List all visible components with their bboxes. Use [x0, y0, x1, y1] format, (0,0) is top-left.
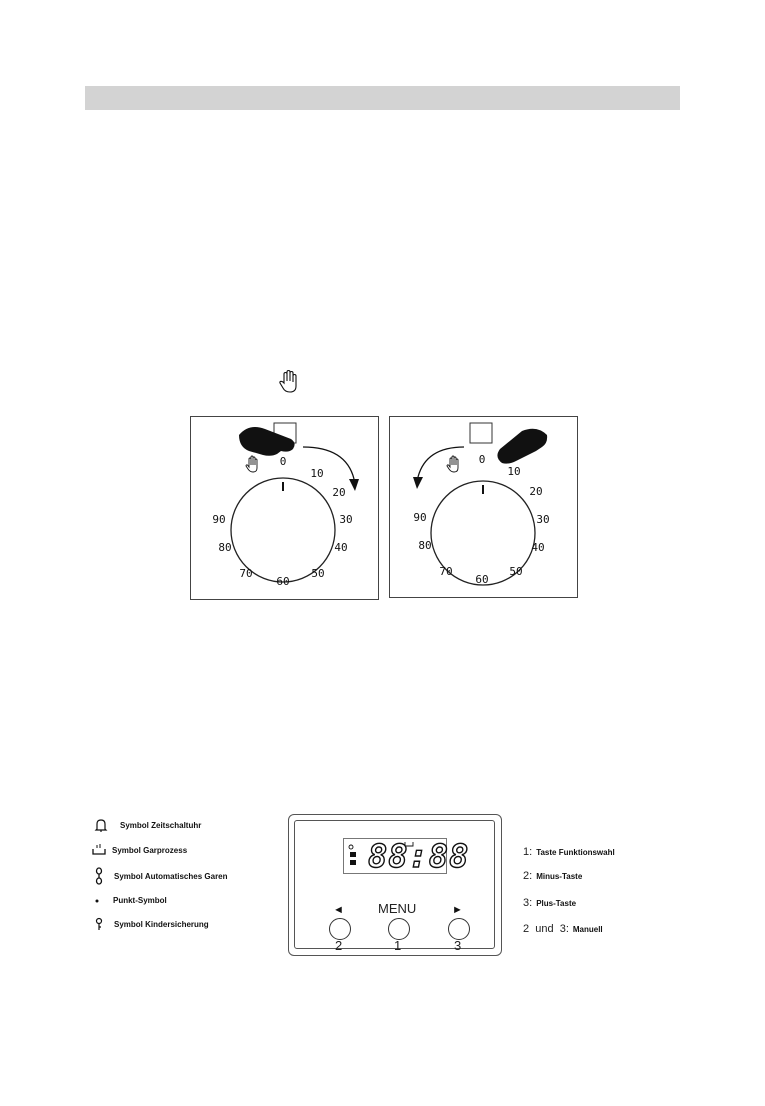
dial-number: 60 — [475, 573, 489, 586]
dial-panel-right — [389, 416, 578, 598]
timer-panel-inner — [294, 820, 495, 953]
legend-row-cooking — [90, 842, 187, 858]
minus-button[interactable] — [329, 918, 351, 940]
button-legend-label: Manuell — [572, 925, 603, 934]
display-digits: 88:88 — [368, 837, 470, 875]
button-legend-number: 3: — [523, 897, 533, 909]
dial-panel-left — [190, 416, 379, 600]
dial-number: 10 — [310, 467, 324, 480]
dial-indicator-box — [470, 423, 492, 443]
legend-label: Punkt-Symbol — [113, 895, 167, 905]
button-legend-label: Minus-Taste — [536, 872, 583, 881]
hand-icon — [276, 369, 302, 395]
button-legend-row — [523, 923, 603, 935]
dial-number: 60 — [276, 575, 290, 588]
arrowhead — [413, 477, 423, 489]
button-legend-label: Plus-Taste — [536, 899, 577, 908]
menu-label: MENU — [378, 901, 417, 916]
dial-number: 80 — [418, 539, 432, 552]
dot-icon — [90, 892, 108, 908]
legend-label: Symbol Zeitschaltuhr — [120, 820, 202, 830]
rotation-arrow — [418, 447, 464, 477]
dial-number: 20 — [332, 486, 346, 499]
legend-label: Symbol Garprozess — [112, 845, 188, 855]
dial-number: 10 — [507, 465, 521, 478]
legend-label: Symbol Automatisches Garen — [114, 871, 228, 881]
dial-number: 70 — [439, 565, 453, 578]
hand-icon — [246, 456, 257, 472]
button-legend-row — [523, 846, 615, 858]
legend-row-child-lock — [90, 916, 209, 932]
button-legend-label: Taste Funktionswahl — [536, 848, 615, 857]
arrowhead — [349, 479, 359, 491]
button-legend-number: 2: — [523, 870, 533, 882]
legend-label: Symbol Kindersicherung — [114, 919, 209, 929]
button-number: 2 — [335, 938, 343, 953]
dial-diagram-right — [390, 417, 577, 597]
section-header-bar — [85, 86, 680, 110]
button-legend-number: 1: — [523, 846, 533, 858]
left-arrow-icon: ◄ — [333, 904, 344, 916]
dial-number: 40 — [334, 541, 348, 554]
dial-number: 0 — [478, 453, 486, 466]
button-number: 3 — [454, 938, 462, 953]
key-icon — [90, 916, 108, 932]
bell-icon — [92, 817, 110, 833]
dial-number: 90 — [212, 513, 226, 526]
menu-button[interactable] — [388, 918, 410, 940]
dial-number: 0 — [279, 455, 287, 468]
auto-cook-icon — [90, 866, 108, 886]
display-status-icons — [348, 841, 362, 871]
button-legend-row — [523, 897, 576, 909]
dial-number: 90 — [413, 511, 427, 524]
dial-number: 50 — [311, 567, 325, 580]
dial-diagram-left — [191, 417, 378, 599]
button-number: 1 — [394, 938, 402, 953]
timer-control-panel — [288, 814, 502, 956]
legend-row-timer — [92, 817, 201, 833]
button-legend-row — [523, 870, 582, 882]
dial-number: 30 — [339, 513, 353, 526]
dial-number: 30 — [536, 513, 550, 526]
dial-number: 50 — [509, 565, 523, 578]
dial-number: 20 — [529, 485, 543, 498]
right-arrow-icon: ► — [452, 904, 463, 916]
digital-display — [343, 837, 470, 875]
pot-icon — [90, 842, 108, 858]
hand-icon — [447, 456, 458, 472]
button-legend-number: 2 und 3: — [523, 923, 569, 935]
dial-number: 40 — [531, 541, 545, 554]
dial-number: 70 — [239, 567, 253, 580]
pot-icon — [404, 839, 414, 847]
legend-row-dot — [90, 892, 167, 908]
plus-button[interactable] — [448, 918, 470, 940]
dial-number: 80 — [218, 541, 232, 554]
legend-row-auto-cooking — [90, 866, 228, 886]
pressing-hand-icon — [497, 429, 547, 464]
